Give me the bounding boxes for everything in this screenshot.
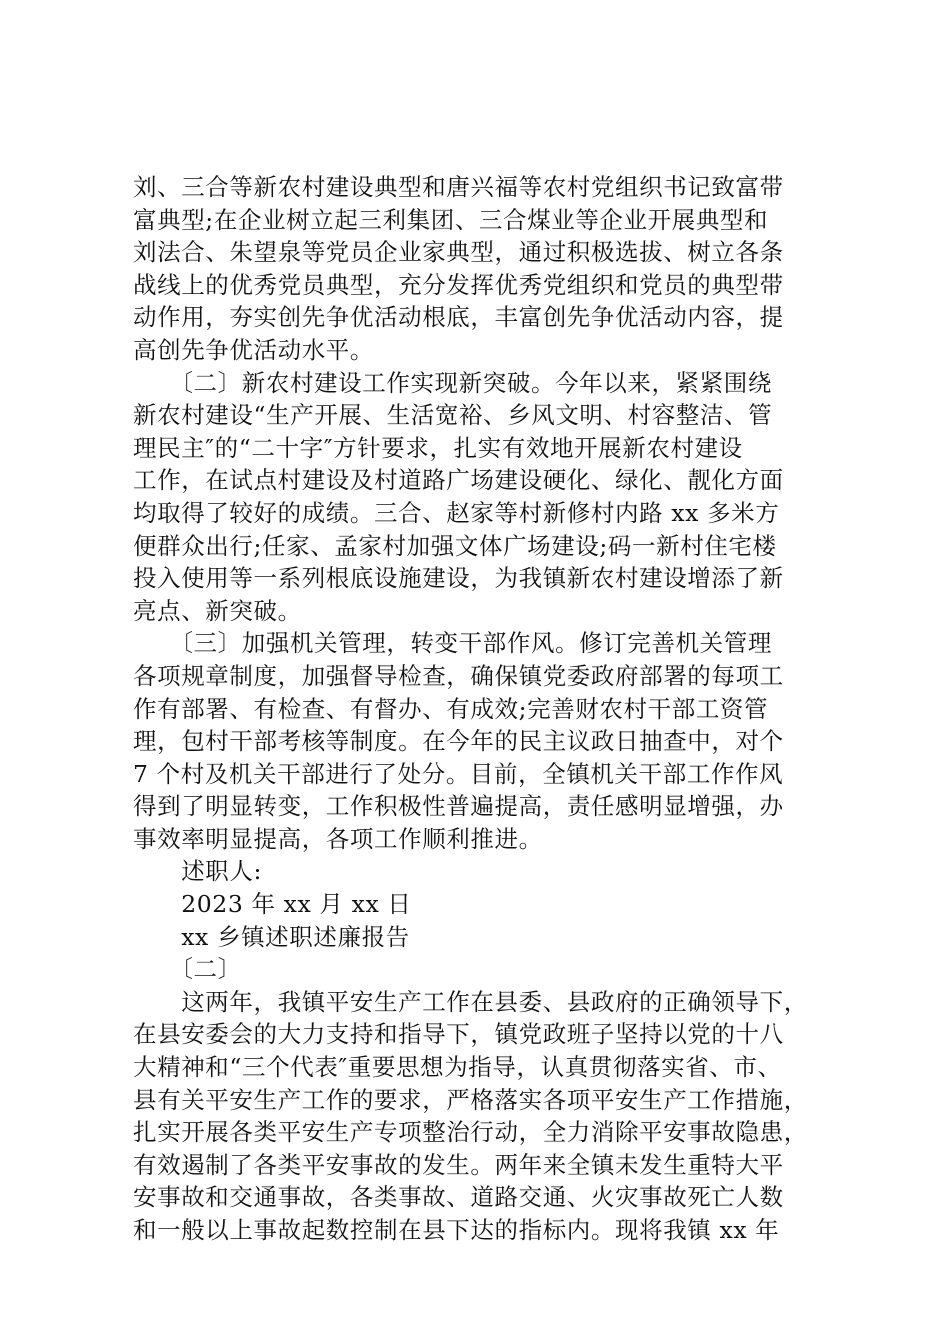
text-line: 大精神和“三个代表″重要思想为指导，认真贯彻落实省、市、 <box>133 1053 782 1082</box>
text-line: 〔三〕加强机关管理，转变干部作风。修订完善机关管理 <box>133 629 772 658</box>
text-line: 理，包村干部考核等制度。在今年的民主议政日抽查中，对个 <box>133 727 784 756</box>
text-line: 事效率明显提高，各项工作顺利推进。 <box>133 824 543 853</box>
text-line: 7 个村及机关干部进行了处分。目前，全镇机关干部工作作风 <box>133 759 784 788</box>
text-line: 刘、三合等新农村建设典型和唐兴福等农村党组织书记致富带 <box>133 173 784 201</box>
text-line: 得到了明显转变，工作积极性普遍提高，责任感明显增强，办 <box>133 792 784 821</box>
section-marker: 〔二〕 <box>133 955 242 984</box>
text-line: 战线上的优秀党员典型，充分发挥优秀党组织和党员的典型带 <box>133 270 784 299</box>
text-line: 理民主″的“二十字″方针要求，扎实有效地开展新农村建设 <box>133 433 743 462</box>
text-line: 动作用，夯实创先争优活动根底，丰富创先争优活动内容，提 <box>133 303 784 332</box>
text-line: 〔二〕新农村建设工作实现新突破。今年以来，紧紧围绕 <box>133 368 772 397</box>
text-line: 这两年，我镇平安生产工作在县委、县政府的正确领导下， <box>133 987 808 1016</box>
text-line: 安事故和交通事故，各类事故、道路交通、火灾事故死亡人数 <box>133 1183 784 1212</box>
text-line: 各项规章制度，加强督导检查，确保镇党委政府部署的每项工 <box>133 661 784 690</box>
text-line: 投入使用等一系列根底设施建设，为我镇新农村建设增添了新 <box>133 564 784 593</box>
text-line: 在县安委会的大力支持和指导下，镇党政班子坚持以党的十八 <box>133 1020 784 1049</box>
text-line: 工作，在试点村建设及村道路广场建设硬化、绿化、靓化方面 <box>133 466 784 495</box>
text-line: 有效遏制了各类平安事故的发生。两年来全镇未发生重特大平 <box>133 1150 784 1179</box>
text-line: 均取得了较好的成绩。三合、赵家等村新修村内路 xx 多米方 <box>133 498 780 527</box>
date-line: 2023 年 xx 月 xx 日 <box>133 890 412 919</box>
text-line: 便群众出行;任家、孟家村加强文体广场建设;码一新村住宅楼 <box>133 531 777 560</box>
text-line: 刘法合、朱望泉等党员企业家典型，通过积极选拔、树立各条 <box>133 238 784 267</box>
text-line: 作有部署、有检查、有督办、有成效;完善财农村干部工资管 <box>133 694 769 723</box>
signature-label: 述职人: <box>133 857 263 886</box>
body-text <box>133 171 823 1247</box>
text-line: 新农村建设“生产开展、生活宽裕、乡风文明、村容整洁、管 <box>133 401 773 430</box>
report-title: xx 乡镇述职述廉报告 <box>133 922 410 951</box>
text-line: 县有关平安生产工作的要求，严格落实各项平安生产工作措施， <box>133 1085 808 1114</box>
text-line: 富典型;在企业树立起三利集团、三合煤业等企业开展典型和 <box>133 205 769 234</box>
text-line: 高创先争优活动水平。 <box>133 335 374 364</box>
text-line: 扎实开展各类平安生产专项整治行动，全力消除平安事故隐患， <box>133 1118 808 1147</box>
text-line: 和一般以上事故起数控制在县下达的指标内。现将我镇 xx 年 <box>133 1216 780 1244</box>
text-line: 亮点、新突破。 <box>133 596 302 625</box>
